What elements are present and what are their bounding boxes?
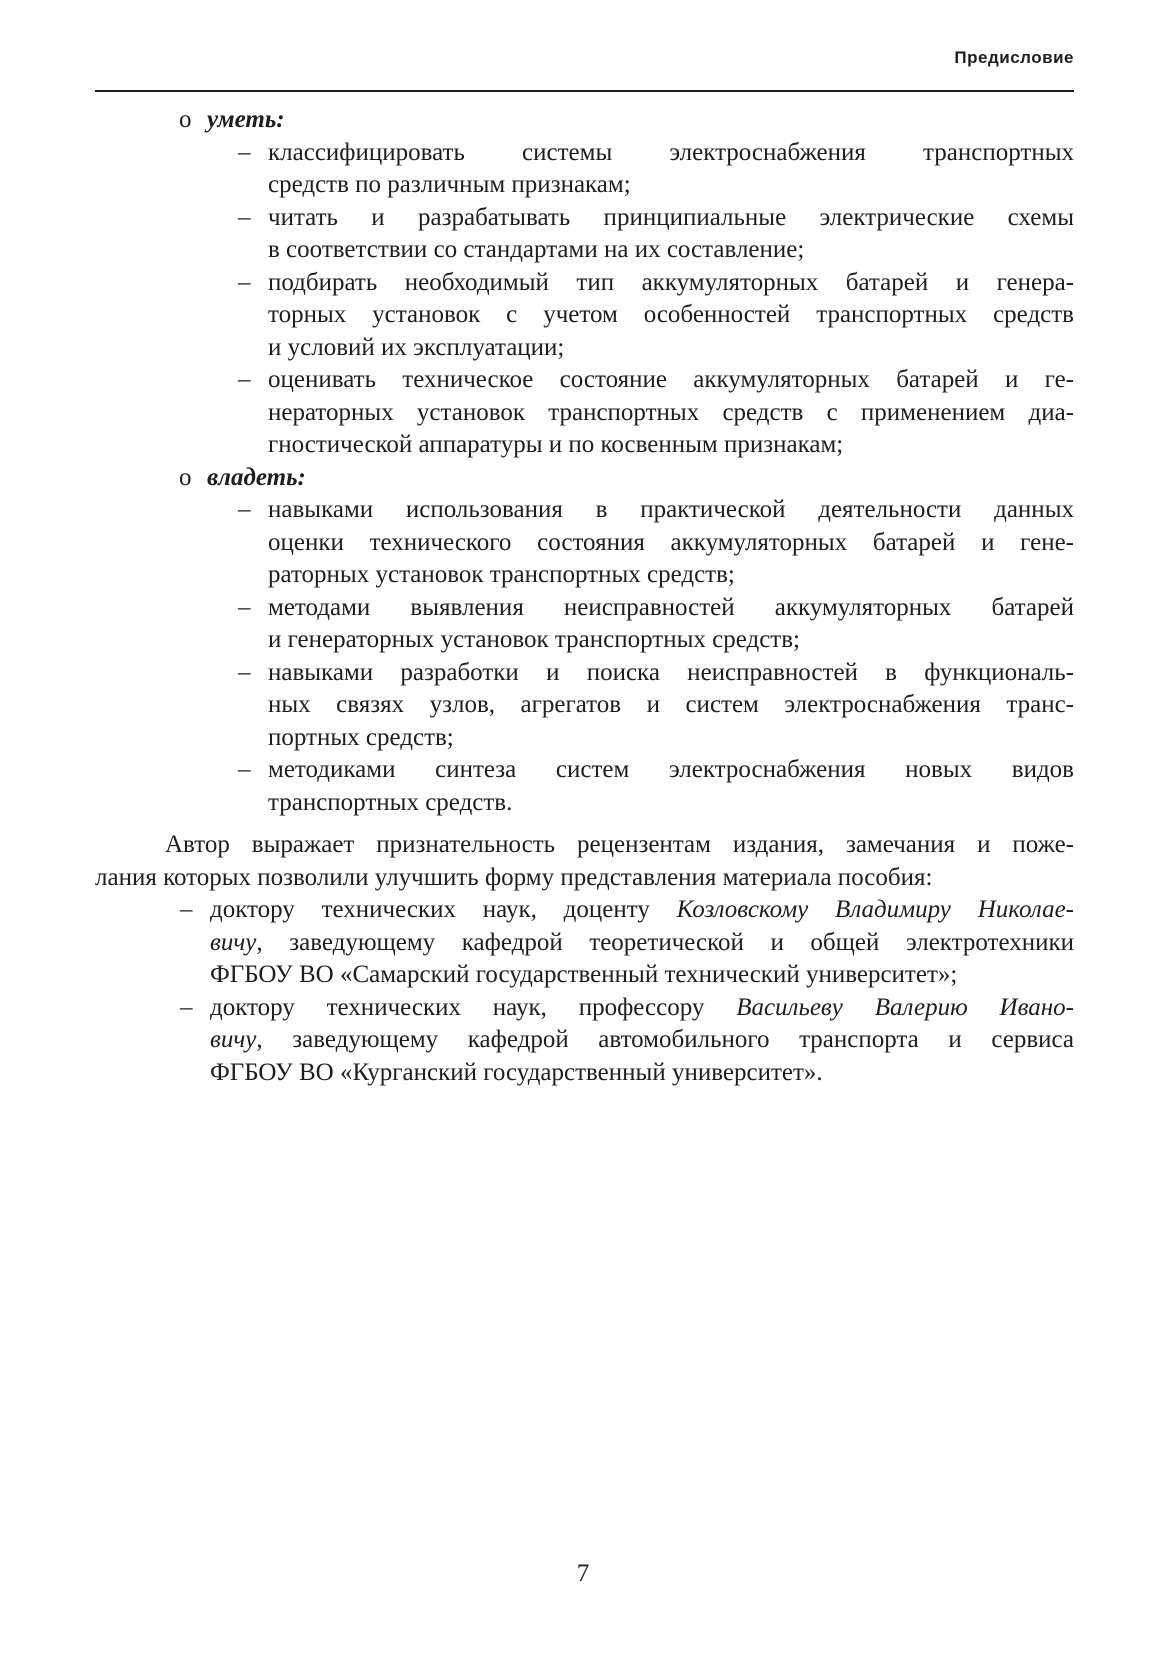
dash-marker: –	[238, 593, 251, 621]
reviewer-name: вичу	[210, 928, 257, 956]
list-item-continuation: гностической аппаратуры и по косвенным признакам;	[268, 431, 844, 458]
reviewer-item: – доктору технических наук, доценту Козловскому Владимиру Николае-	[210, 894, 1074, 927]
section-label: владеть:	[207, 463, 306, 491]
list-item: – оценивать техническое состояние аккумуляторных батарей и ге-	[268, 364, 1074, 397]
list-item: – методиками синтеза систем электроснабжения новых видов	[268, 754, 1074, 787]
list-item-continuation: и генераторных установок транспортных средств;	[268, 626, 800, 653]
page-body	[95, 104, 1074, 1089]
header-rule	[95, 90, 1074, 92]
dash-marker: –	[238, 203, 251, 231]
dash-marker: –	[238, 366, 251, 393]
list-item-continuation: раторных установок транспортных средств;	[268, 561, 735, 588]
list-item-continuation: оценки технического состояния аккумуляторных батарей и гене-	[268, 528, 1074, 556]
list-item-continuation: и условий их эксплуатации;	[268, 333, 565, 361]
section-marker: o	[179, 106, 192, 133]
list-item-continuation: торных установок с учетом особенностей транспортных средств	[268, 301, 1074, 328]
list-item-continuation: ных связях узлов, агрегатов и систем электроснабжения транс-	[268, 691, 1074, 718]
list-item-continuation: в соответствии со стандартами на их составление;	[268, 236, 805, 263]
list-item-continuation: нераторных установок транспортных средств с применением диа-	[268, 398, 1074, 426]
reviewer-item-continuation: вичу, заведующему кафедрой теоретической и общей электротехники	[210, 928, 1074, 956]
dash-marker: –	[238, 138, 251, 166]
page-number: 7	[576, 1560, 590, 1587]
list-item: – навыками разработки и поиска неисправностей в функциональ-	[268, 657, 1074, 690]
running-title: Предисловие	[954, 48, 1074, 67]
reviewer-item: – доктору технических наук, профессору Васильеву Валерию Ивано-	[210, 992, 1074, 1025]
list-item-continuation: портных средств;	[268, 723, 454, 751]
reviewer-item-continuation: вичу, заведующему кафедрой автомобильного транспорта и сервиса	[210, 1026, 1074, 1053]
reviewer-name: вичу	[210, 1026, 257, 1053]
list-item-continuation: транспортных средств.	[268, 788, 513, 816]
dash-marker: –	[238, 496, 251, 523]
section-heading-umet	[95, 104, 1074, 137]
reviewer-item-continuation: ФГБОУ ВО «Курганский государственный университет».	[210, 1058, 823, 1086]
list-item: – навыками использования в практической деятельности данных	[268, 494, 1074, 527]
section-label: уметь:	[207, 106, 285, 133]
reviewer-name: Козловскому Владимиру Николае-	[676, 896, 1075, 923]
dash-marker: –	[180, 896, 193, 923]
dash-marker: –	[238, 658, 251, 686]
section-heading-vladet	[95, 462, 1074, 495]
acknowledgement-paragraph: Автор выражает признательность рецензентам издания, замечания и поже-	[165, 831, 1074, 858]
list-item: – подбирать необходимый тип аккумуляторных батарей и генера-	[268, 267, 1074, 300]
dash-marker: –	[238, 268, 251, 296]
dash-marker: –	[180, 993, 193, 1021]
acknowledgement-paragraph-continuation: лания которых позволили улучшить форму представления материала пособия:	[95, 863, 933, 891]
section-marker: o	[179, 463, 192, 491]
list-item-continuation: средств по различным признакам;	[268, 171, 631, 198]
reviewer-name: Васильеву Валерию Ивано-	[736, 993, 1074, 1021]
dash-marker: –	[238, 756, 251, 783]
list-item: – читать и разрабатывать принципиальные электрические схемы	[268, 202, 1074, 235]
reviewer-item-continuation: ФГБОУ ВО «Самарский государственный технический университет»;	[210, 961, 958, 988]
list-item: – классифицировать системы электроснабжения транспортных	[268, 137, 1074, 170]
list-item: – методами выявления неисправностей аккумуляторных батарей	[268, 592, 1074, 625]
